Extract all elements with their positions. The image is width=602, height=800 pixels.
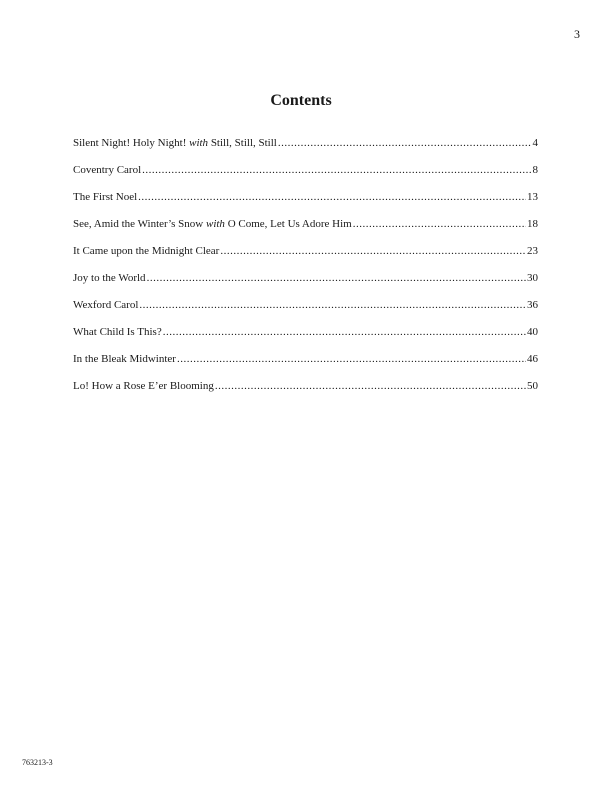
toc-entry-page: 13: [527, 191, 538, 203]
toc-entry-title: Joy to the World: [73, 272, 146, 284]
toc-entry-page: 46: [527, 353, 538, 365]
dot-leader: [353, 218, 526, 230]
dot-leader: [163, 326, 526, 338]
toc-entry-title: In the Bleak Midwinter: [73, 353, 176, 365]
toc-entry-title: Wexford Carol: [73, 299, 139, 311]
toc-entry-page: 30: [527, 272, 538, 284]
toc-entry-page: 40: [527, 326, 538, 338]
dot-leader: [147, 272, 526, 284]
toc-entry[interactable]: [73, 245, 538, 272]
toc-entry-italic: with: [189, 137, 209, 149]
toc-entry-title: Lo! How a Rose E’er Blooming: [73, 380, 214, 392]
dot-leader: [142, 164, 531, 176]
dot-leader: [177, 353, 526, 365]
toc-entry-page: 36: [527, 299, 538, 311]
dot-leader: [138, 191, 526, 203]
dot-leader: [139, 299, 526, 311]
toc-entry-page: 8: [532, 164, 538, 176]
toc-entry[interactable]: [73, 164, 538, 191]
dot-leader: [278, 137, 532, 149]
toc-entry-title: See, Amid the Winter’s Snow with O Come, Let Us Adore Him: [73, 218, 352, 230]
page-title: Contents: [270, 92, 332, 109]
toc-entry[interactable]: [73, 353, 538, 380]
toc-entry-title: Coventry Carol: [73, 164, 142, 176]
toc-entry[interactable]: [73, 326, 538, 353]
toc-entry-page: 50: [527, 380, 538, 392]
table-of-contents: [73, 137, 538, 407]
toc-entry-page: 18: [527, 218, 538, 230]
toc-entry[interactable]: [73, 191, 538, 218]
toc-entry-title: Silent Night! Holy Night! with Still, Still, Still: [73, 137, 277, 149]
dot-leader: [215, 380, 526, 392]
toc-entry-title: It Came upon the Midnight Clear: [73, 245, 220, 257]
toc-entry[interactable]: [73, 380, 538, 407]
toc-entry[interactable]: [73, 272, 538, 299]
toc-entry[interactable]: [73, 299, 538, 326]
toc-entry-title: What Child Is This?: [73, 326, 162, 338]
toc-entry-page: 4: [532, 137, 538, 149]
toc-entry-italic: with: [205, 218, 225, 230]
toc-entry-page: 23: [527, 245, 538, 257]
page-number: 3: [574, 27, 580, 41]
toc-entry[interactable]: [73, 137, 538, 164]
catalog-number: 763213-3: [22, 758, 53, 767]
dot-leader: [220, 245, 526, 257]
toc-entry-title: The First Noel: [73, 191, 138, 203]
toc-entry[interactable]: [73, 218, 538, 245]
